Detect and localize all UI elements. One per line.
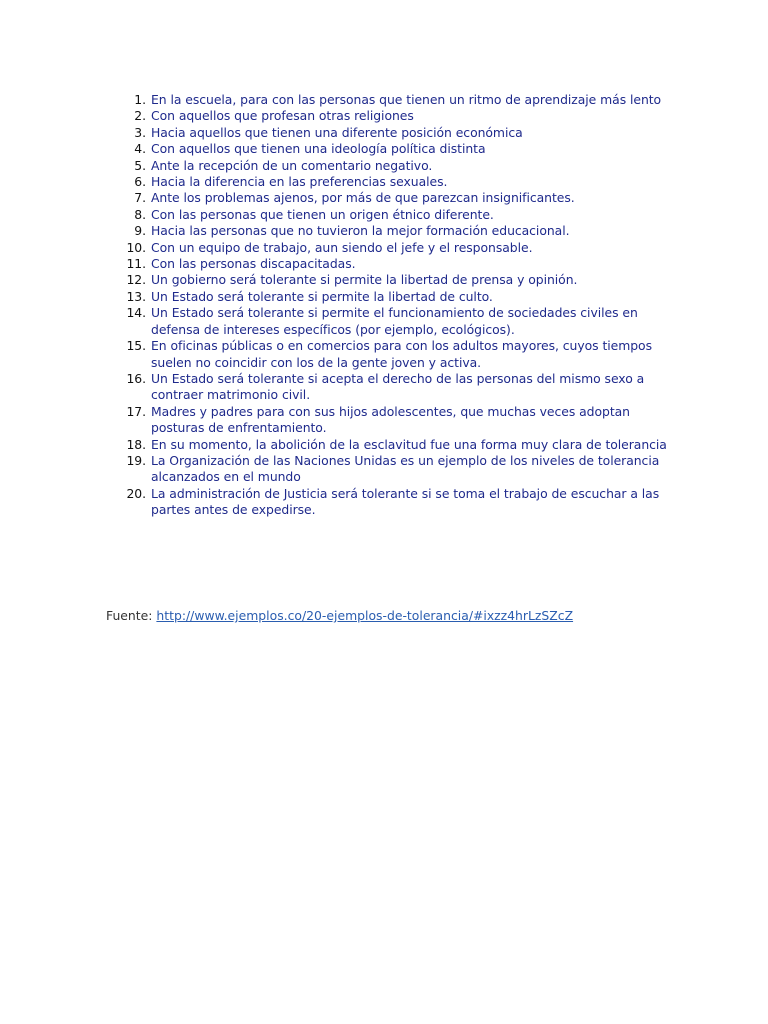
list-item — [110, 272, 670, 288]
list-item-number: 1. — [134, 92, 146, 107]
list-item-text: Con aquellos que profesan otras religiones — [151, 108, 414, 124]
list-item — [110, 371, 670, 404]
list-item-text: Con aquellos que tienen una ideología política distinta — [151, 141, 486, 157]
list-item-number: 19. — [126, 452, 146, 468]
list-item — [110, 289, 670, 305]
list-item-text: En oficinas públicas o en comercios para con los adultos mayores, cuyos tiempos suelen no coincidir con los de la gente joven y activa. — [151, 338, 652, 370]
list-item — [110, 240, 670, 256]
list-item-number: 14. — [126, 305, 146, 321]
list-item — [110, 92, 670, 108]
list-item-text: Madres y padres para con sus hijos adolescentes, que muchas veces adoptan posturas de enfrentamiento. — [151, 403, 630, 436]
list-item-number: 2. — [134, 108, 146, 124]
list-item — [110, 174, 670, 190]
list-item-text: En su momento, la abolición de la esclavitud fue una forma muy clara de tolerancia — [151, 436, 667, 452]
list-item-text: Con las personas discapacitadas. — [151, 256, 356, 272]
list-item-text: Hacia la diferencia en las preferencias sexuales. — [151, 174, 448, 190]
list-item — [110, 453, 670, 486]
list-item-number: 18. — [126, 436, 146, 452]
list-item-number: 11. — [126, 256, 146, 272]
list-item — [110, 223, 670, 239]
source-label: Fuente: — [106, 608, 153, 623]
list-item — [110, 305, 670, 338]
list-item — [110, 141, 670, 157]
source-link[interactable]: http://www.ejemplos.co/20-ejemplos-de-tolerancia/#ixzz4hrLzSZcZ — [156, 608, 574, 623]
list-item-text: Un gobierno será tolerante si permite la libertad de prensa y opinión. — [151, 272, 578, 288]
list-item-text: Con un equipo de trabajo, aun siendo el jefe y el responsable. — [151, 239, 533, 255]
list-item-text: Hacia las personas que no tuvieron la mejor formación educacional. — [151, 223, 570, 239]
list-item-text: Ante la recepción de un comentario negativo. — [151, 157, 433, 173]
list-item — [110, 190, 670, 206]
list-item-number: 5. — [134, 157, 146, 173]
list-item-number: 13. — [126, 288, 146, 304]
list-item-text: Un Estado será tolerante si permite el funcionamiento de sociedades civiles en defensa de intereses específicos (por ejemplo, ecológicos). — [151, 305, 638, 337]
list-item-text: Ante los problemas ajenos, por más de que parezcan insignificantes. — [151, 190, 575, 206]
list-item-number: 16. — [126, 370, 146, 386]
list-item-number: 12. — [126, 272, 146, 288]
list-item-number: 3. — [134, 124, 146, 140]
list-item-number: 9. — [134, 223, 146, 239]
list-item-text: Hacia aquellos que tienen una diferente posición económica — [151, 124, 523, 140]
list-item-text: En la escuela, para con las personas que tienen un ritmo de aprendizaje más lento — [151, 92, 662, 107]
list-item — [110, 437, 670, 453]
list-item — [110, 404, 670, 437]
list-item-number: 8. — [134, 206, 146, 222]
list-item-text: Un Estado será tolerante si acepta el derecho de las personas del mismo sexo a contraer matrimonio civil. — [151, 370, 645, 403]
source-line — [106, 608, 573, 624]
list-item — [110, 125, 670, 141]
list-item-number: 15. — [126, 338, 146, 354]
list-item-text: Un Estado será tolerante si permite la libertad de culto. — [151, 288, 493, 304]
list-item-text: La administración de Justicia será tolerante si se toma el trabajo de escuchar a las partes antes de expedirse. — [151, 485, 660, 518]
list-item — [110, 207, 670, 223]
list-item — [110, 486, 670, 519]
list-item — [110, 338, 670, 371]
list-item-text: La Organización de las Naciones Unidas es un ejemplo de los niveles de tolerancia alcanzados en el mundo — [151, 452, 660, 485]
list-item — [110, 108, 670, 124]
list-item-number: 7. — [134, 190, 146, 206]
list-item-text: Con las personas que tienen un origen étnico diferente. — [151, 206, 494, 222]
list-item — [110, 256, 670, 272]
tolerance-examples-list — [110, 92, 670, 519]
list-item-number: 17. — [126, 403, 146, 419]
list-item — [110, 158, 670, 174]
list-item-number: 10. — [126, 239, 146, 255]
list-item-number: 4. — [134, 141, 146, 157]
list-item-number: 6. — [134, 174, 146, 190]
list-item-number: 20. — [126, 485, 146, 501]
